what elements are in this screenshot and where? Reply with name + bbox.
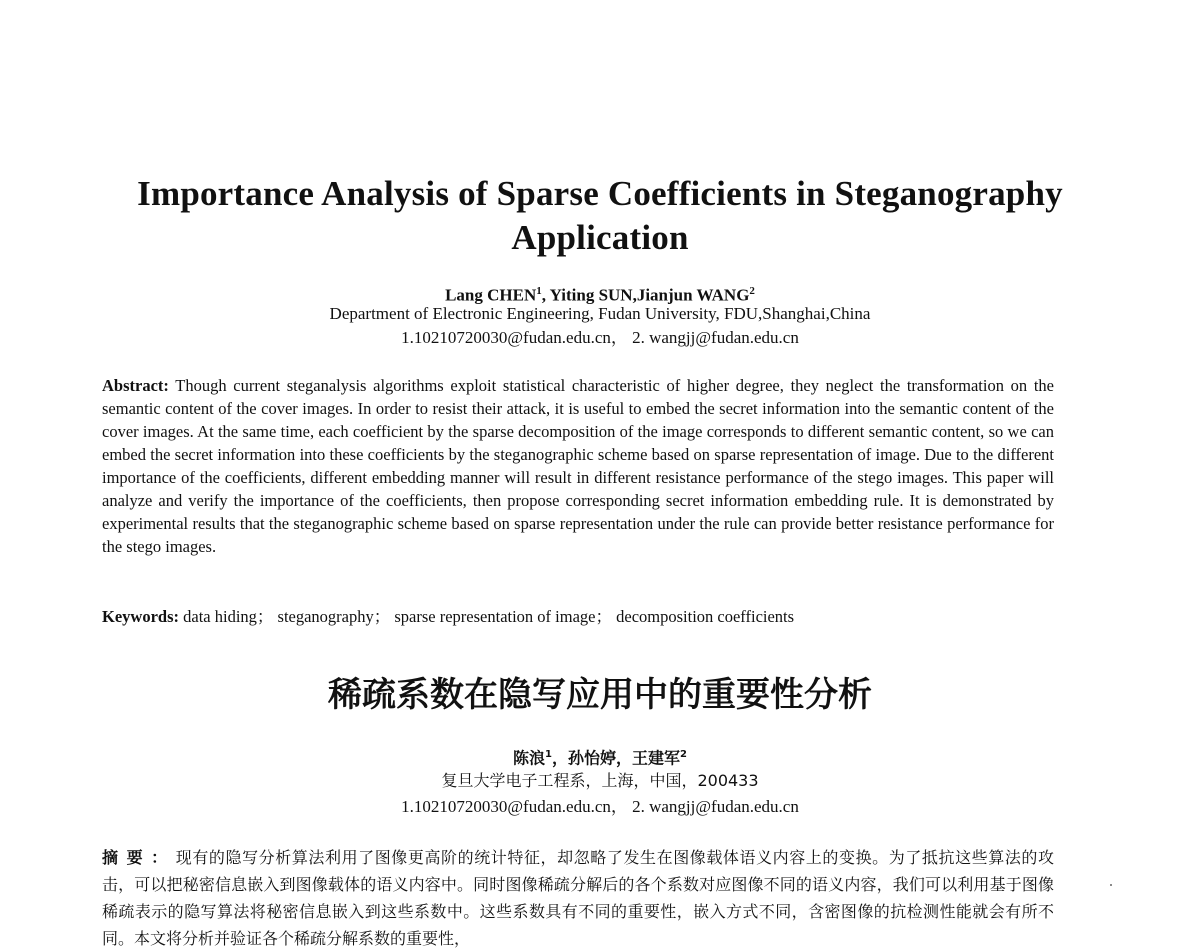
author-1-name: Lang CHEN bbox=[445, 285, 537, 305]
cn-author-1-affil-mark: 1 bbox=[545, 749, 552, 760]
scan-speck bbox=[1110, 884, 1112, 886]
chinese-title: 稀疏系数在隐写应用中的重要性分析 bbox=[328, 675, 872, 715]
chinese-abstract bbox=[102, 844, 1054, 952]
english-keywords bbox=[102, 606, 1054, 628]
english-affiliation: Department of Electronic Engineering, Fudan University, FDU,Shanghai,China bbox=[329, 304, 871, 323]
keywords-text: data hiding； steganography； sparse representation of image； decomposition coefficients bbox=[179, 607, 795, 626]
english-abstract bbox=[102, 374, 1054, 558]
chinese-authors bbox=[100, 744, 1100, 769]
cn-author-3-affil-mark: 2 bbox=[680, 749, 687, 760]
english-emails: 1.10210720030@fudan.edu.cn， 2. wangjj@fudan.edu.cn bbox=[401, 328, 799, 347]
chinese-affiliation: 复旦大学电子工程系，上海，中国，200433 bbox=[441, 771, 759, 790]
english-title-line-1: Importance Analysis of Sparse Coefficients in Steganography bbox=[137, 174, 1063, 213]
abstract-label: Abstract: bbox=[102, 376, 169, 395]
cn-author-1-name: 陈浪 bbox=[513, 748, 546, 768]
keywords-label: Keywords: bbox=[102, 607, 179, 626]
author-3-affil-mark: 2 bbox=[749, 285, 755, 297]
chinese-emails: 1.10210720030@fudan.edu.cn， 2. wangjj@fudan.edu.cn bbox=[401, 797, 799, 816]
english-title-line-2: Application bbox=[511, 218, 689, 257]
cn-authors-2-3-names: ，孙怡婷，王建军 bbox=[552, 748, 681, 768]
cn-abstract-label: 摘要： bbox=[102, 848, 176, 867]
authors-2-3-names: , Yiting SUN,Jianjun WANG bbox=[541, 285, 750, 305]
abstract-text: Though current steganalysis algorithms exploit statistical characteristic of higher degree, they neglect the transformation on the semantic content of the cover images. In order to resist their attack, it is useful to embed the secret information into the semantic content of the cover images. At the same time, each coefficient by the sparse decomposition of the image corresponds to different semantic content, so we can embed the secret information into these coefficients by the steganographic scheme based on sparse representation of image. Due to the different importance of the coefficients, different embedding manner will result in different resistance performance of the stego images. This paper will analyze and verify the importance of the coefficients, then propose corresponding secret information embedding rule. It is demonstrated by experimental results that the steganographic scheme based on sparse representation under the rule can provide better resistance performance for the stego images. bbox=[102, 376, 1054, 556]
english-title bbox=[60, 172, 1140, 260]
cn-abstract-text: 现有的隐写分析算法利用了图像更高阶的统计特征，却忽略了发生在图像载体语义内容上的变换。为了抵抗这些算法的攻击，可以把秘密信息嵌入到图像载体的语义内容中。同时图像稀疏分解后的各个系数对应图像不同的语义内容，我们可以利用基于图像稀疏表示的隐写算法将秘密信息嵌入到这些系数中。这些系数具有不同的重要性，嵌入方式不同，含密图像的抗检测性能就会有所不同。本文将分析并验证各个稀疏分解系数的重要性， bbox=[102, 848, 1054, 948]
author-1-affil-mark: 1 bbox=[536, 285, 542, 297]
